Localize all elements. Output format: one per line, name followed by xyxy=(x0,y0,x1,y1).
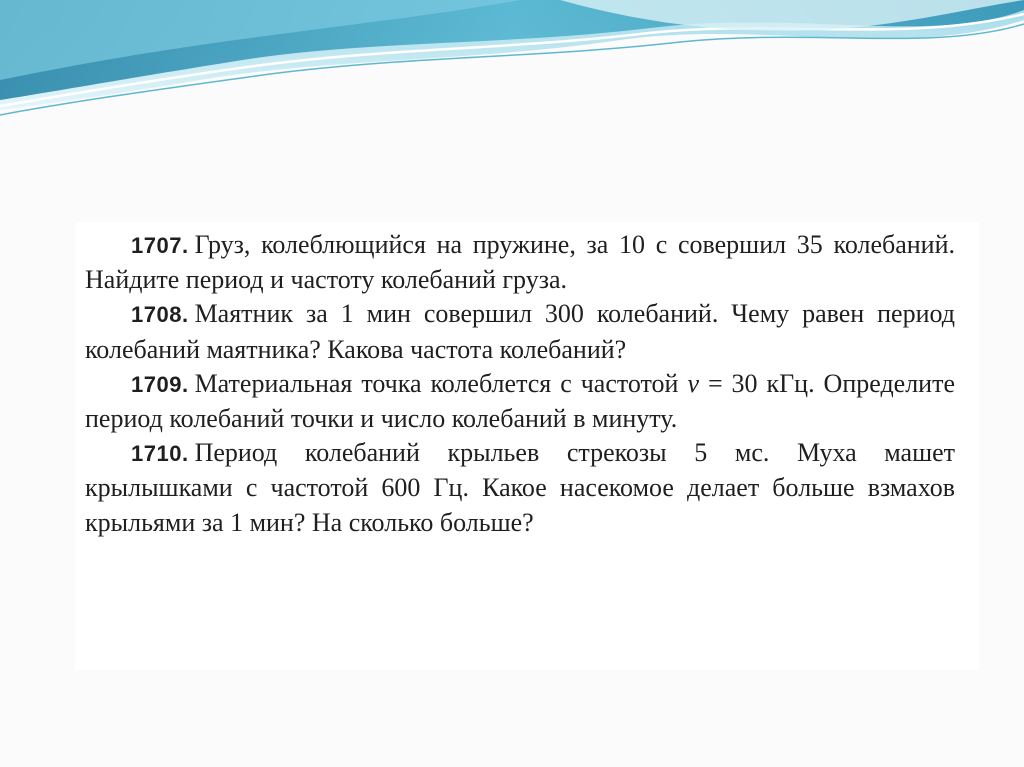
problem-1710 xyxy=(85,436,955,540)
problem-number: 1710. xyxy=(131,441,189,467)
problem-1708 xyxy=(85,297,955,366)
problem-text: Маятник за 1 мин совершил 300 колебаний. Чему равен период колебаний маятника? Какова частота колебаний? xyxy=(85,299,955,364)
textbook-scan xyxy=(75,222,979,670)
problem-list xyxy=(85,228,955,540)
problem-text: Груз, колеблющийся на пружине, за 10 с совершил 35 колебаний. Найдите период и частоту колебаний груза. xyxy=(85,230,955,295)
frequency-symbol: ν xyxy=(687,368,699,398)
problem-number: 1707. xyxy=(131,233,189,258)
problem-text: Период колебаний крыльев стрекозы 5 мс. Муха машет крылышками с частотой 600 Гц. Какое насекомое делает больше взмахов крыльями за 1 мин? На сколько больше? xyxy=(85,438,955,537)
decorative-wave-header xyxy=(0,0,1024,130)
problem-number: 1708. xyxy=(131,302,189,328)
problem-1707 xyxy=(85,228,955,297)
problem-1709 xyxy=(85,367,955,436)
problem-text: Материальная точка колеблется с частотой xyxy=(194,368,688,398)
problem-number: 1709. xyxy=(131,371,189,397)
problem-text: = 30 кГц. Определите период колебаний точки и число колебаний в минуту. xyxy=(85,368,955,434)
